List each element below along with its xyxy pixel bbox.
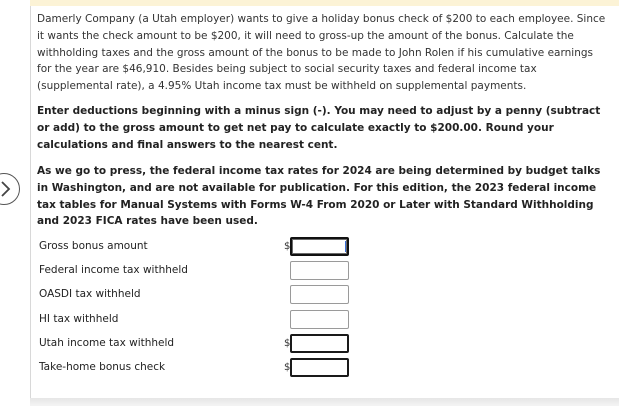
- problem-instructions: Enter deductions beginning with a minus sign (-). You may need to adjust by a penny (subtract or add) to the gross amount to get net pay to calculate exactly to $200.00. Round your calculations and final answers to the nearest cent.: [37, 105, 601, 151]
- oasdi-tax-input[interactable]: [290, 285, 349, 304]
- chevron-right-icon: [1, 181, 11, 197]
- take-home-input[interactable]: [290, 358, 349, 377]
- gross-bonus-input[interactable]: [290, 237, 349, 256]
- federal-tax-label: Federal income tax withheld: [39, 264, 188, 276]
- take-home-label: Take-home bonus check: [39, 361, 166, 373]
- federal-tax-row: [39, 261, 359, 281]
- utah-tax-label: Utah income tax withheld: [39, 337, 175, 349]
- oasdi-tax-row: [39, 285, 359, 305]
- text-caret: [345, 241, 346, 252]
- currency-symbol: $: [284, 362, 291, 373]
- hi-tax-label: HI tax withheld: [39, 313, 119, 325]
- gross-bonus-label: Gross bonus amount: [39, 240, 148, 252]
- hi-tax-row: [39, 310, 359, 330]
- take-home-row: [39, 358, 359, 378]
- utah-tax-input[interactable]: [290, 334, 349, 353]
- press-note: As we go to press, the federal income tax rates for 2024 are being determined by budget talks in Washington, and are not available for publication. For this edition, the 2023 federal income tax tables for Manual Systems with Forms W-4 From 2020 or Later with Standard Withholding and 2023 FICA rates have been used.: [37, 165, 601, 228]
- panel-bottom-edge: [30, 398, 619, 406]
- gross-bonus-row: [39, 237, 359, 257]
- currency-symbol: $: [284, 338, 291, 349]
- problem-intro: Damerly Company (a Utah employer) wants to give a holiday bonus check of $200 to each employee. Since it wants the check amount to be $200, it will need to gross-up the amount of the bonus. Calculate the withholding taxes and the gross amount of the bonus to be made to John Rolen if his cumulative earnings for the year are $46,910. Besides being subject to social security taxes and federal income tax (supplemental rate), a 4.95% Utah income tax must be withheld on supplemental payments.: [37, 13, 606, 93]
- oasdi-tax-label: OASDI tax withheld: [39, 288, 141, 300]
- federal-tax-input[interactable]: [290, 261, 349, 280]
- hi-tax-input[interactable]: [290, 310, 349, 329]
- expand-panel-button[interactable]: [0, 173, 20, 205]
- currency-symbol: $: [284, 241, 291, 252]
- utah-tax-row: [39, 334, 359, 354]
